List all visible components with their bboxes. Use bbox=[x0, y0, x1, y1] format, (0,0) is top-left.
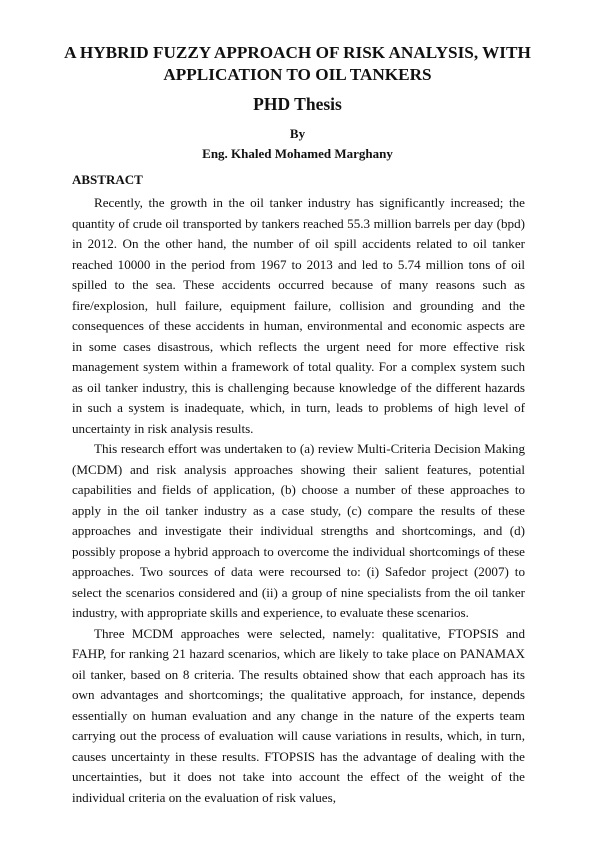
thesis-subtitle: PHD Thesis bbox=[253, 94, 342, 114]
abstract-heading: ABSTRACT bbox=[72, 172, 143, 187]
abstract-paragraph-2: This research effort was undertaken to (a) review Multi-Criteria Decision Making (MCDM) and risk analysis approaches showing their salient features, potential capabilities and fields of application, (b) choose a number of these approaches to apply in the oil tanker industry as a case study, (c) compare the results of these approaches and investigate their individual strengths and shortcomings, and (d) possibly propose a hybrid approach to overcome the individual shortcomings of these approaches. Two sources of data were recoursed to: (i) Safedor project (2007) to select the scenarios considered and (ii) a group of nine specialists from the oil tanker industry, with appropriate skills and experience, to evaluate these scenarios. bbox=[72, 441, 525, 620]
abstract-paragraph-1: Recently, the growth in the oil tanker industry has significantly increased; the quantity of crude oil transported by tankers reached 55.3 million barrels per day (bpd) in 2012. On the other hand, the number of oil spill accidents related to oil tanker reached 10000 in the period from 1967 to 2013 and led to 5.74 million tons of oil spilled to the sea. These accidents occurred because of many reasons such as fire/explosion, hull failure, equipment failure, collision and grounding and the consequences of these accidents in human, environmental and economic aspects are in some cases disastrous, which reflects the urgent need for more effective risk management system within a framework of total quality. For a complex system such as oil tanker industry, this is challenging because knowledge of the different hazards in such a system is inadequate, which, in turn, leads to problems of high level of uncertainty in risk analysis results. bbox=[72, 195, 525, 436]
abstract-paragraph-3: Three MCDM approaches were selected, namely: qualitative, FTOPSIS and FAHP, for ranking 21 hazard scenarios, which are likely to take place on PANAMAX oil tanker, based on 8 criteria. The results obtained show that each approach has its own advantages and shortcomings; the qualitative approach, for instance, depends essentially on human evaluation and any change in the nature of the experts team carrying out the process of evaluation will cause variations in results, which, in turn, causes uncertainty in these results. FTOPSIS has the advantage of dealing with the uncertainties, but it does not take into account the effect of the weight of the individual criteria on the evaluation of risk values, bbox=[72, 625, 525, 805]
thesis-title: A HYBRID FUZZY APPROACH OF RISK ANALYSIS, WITH APPLICATION TO OIL TANKERS bbox=[64, 43, 531, 84]
abstract-body bbox=[72, 193, 525, 808]
author-name: Eng. Khaled Mohamed Marghany bbox=[202, 146, 393, 161]
by-label: By bbox=[289, 126, 306, 141]
